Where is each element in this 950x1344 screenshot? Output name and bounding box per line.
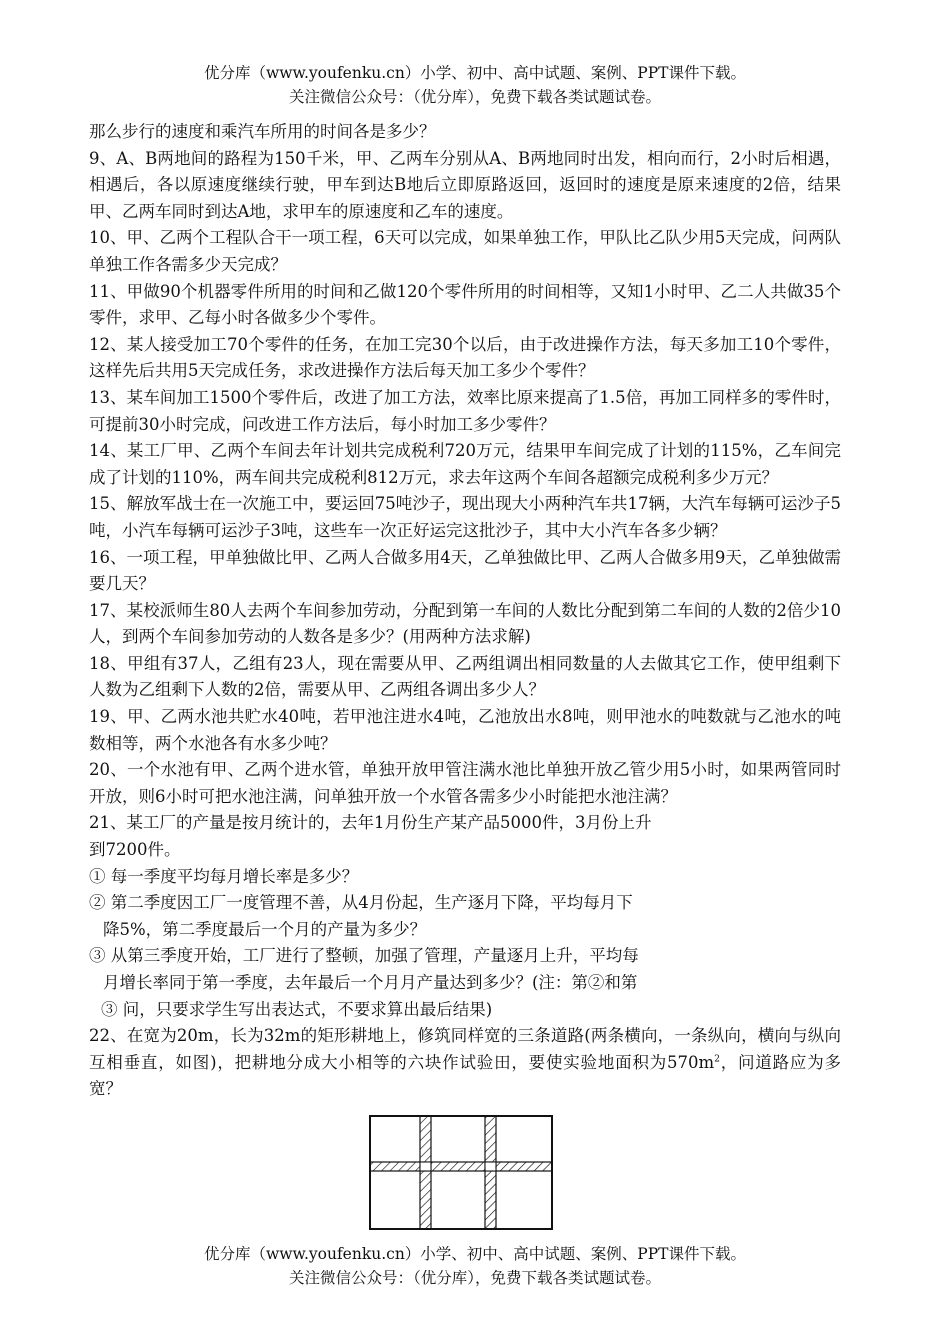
problem-22: [89, 1023, 841, 1103]
problem-21-question-3c: ③ 问，只要求学生写出表达式，不要求算出最后结果): [101, 999, 493, 1019]
footer-line-2: 关注微信公众号：（优分库），免费下载各类试题试卷。: [288, 1269, 661, 1287]
vertical-road-right: [485, 1116, 496, 1229]
footer-line-1: 优分库（www.youfenku.cn）小学、初中、高中试题、案例、PPT课件下载。: [203, 1245, 747, 1263]
problem-15: 15、解放军战士在一次施工中，要运回75吨沙子，现出现大小两种汽车共17辆，大汽车每辆可运沙子5吨，小汽车每辆可运沙子3吨，这些车一次正好运完这批沙子，其中大小汽车各多少辆？: [89, 494, 841, 540]
problem-list: [89, 119, 841, 1103]
intro-line: 那么步行的速度和乘汽车所用的时间各是多少？: [89, 122, 436, 141]
problem-18: 18、甲组有37人，乙组有23人，现在需要从甲、乙两组调出相同数量的人去做其它工作，使甲组剩下人数为乙组剩下人数的2倍，需要从甲、乙两组各调出多少人？: [89, 653, 841, 700]
problem-20: 20、一个水池有甲、乙两个进水管，单独开放甲管注满水池比单独开放乙管少用5小时，如果两管同时开放，则6小时可把水池注满，问单独开放一个水管各需多少小时能把水池注满？: [89, 760, 841, 806]
problem-22-tail: ，问道路应为多宽？: [89, 1052, 842, 1099]
field-outline: [370, 1116, 552, 1229]
problem-9: 9、A、B两地间的路程为150千米，甲、乙两车分别从A、B两地同时出发，相向而行，2小时后相遇，相遇后，各以原速度继续行驶，甲车到达B地后立即原路返回，返回时的速度是原来速度的2倍，结果甲、乙两车同时到达A地，求甲车的原速度和乙车的速度。: [89, 148, 841, 221]
page-header: [0, 61, 950, 109]
problem-21-question-3b: 月增长率同于第一季度，去年最后一个月月产量达到多少？(注：第②和第: [103, 973, 638, 992]
problem-19: 19、甲、乙两水池共贮水40吨，若甲池注进水4吨，乙池放出水8吨，则甲池水的吨数就与乙池水的吨数相等，两个水池各有水多少吨？: [89, 707, 841, 753]
problem-17: 17、某校派师生80人去两个车间参加劳动，分配到第一车间的人数比分配到第二车间的人数的2倍少10人，到两个车间参加劳动的人数各是多少？(用两种方法求解): [89, 600, 841, 647]
problem-21-question-1: ① 每一季度平均每月增长率是多少？: [89, 866, 359, 886]
header-line-2: 关注微信公众号：（优分库），免费下载各类试题试卷。: [288, 88, 661, 106]
problem-14: 14、某工厂甲、乙两个车间去年计划共完成税利720万元，结果甲车间完成了计划的115%，乙车间完成了计划的110%，两车间共完成税利812万元，求去年这两个车间各超额完成税利多少万元？: [89, 441, 841, 487]
problem-21-line-2: 到7200件。: [89, 840, 181, 860]
problem-12: 12、某人接受加工70个零件的任务，在加工完30个以后，由于改进操作方法，每天多加工10个零件，这样先后共用5天完成任务，求改进操作方法后每天加工多少个零件？: [89, 334, 841, 381]
road-crossing-left: [421, 1163, 431, 1171]
problem-13: 13、某车间加工1500个零件后，改进了加工方法，效率比原来提高了1.5倍，再加工同样多的零件时，可提前30小时完成，问改进工作方法后，每小时加工多少零件？: [89, 387, 841, 434]
problem-16: 16、一项工程，甲单独做比甲、乙两人合做多用4天，乙单独做比甲、乙两人合做多用9天，乙单独做需要几天？: [89, 547, 841, 594]
problem-21-question-2a: ② 第二季度因工厂一度管理不善，从4月份起，生产逐月下降，平均每月下: [89, 893, 633, 913]
problem-21-line-1: 21、某工厂的产量是按月统计的，去年1月份生产某产品5000件，3月份上升: [89, 813, 652, 833]
road-crossing-right: [486, 1163, 496, 1171]
problem-21: [89, 810, 841, 1023]
horizontal-road: [370, 1162, 552, 1171]
header-line-1: 优分库（www.youfenku.cn）小学、初中、高中试题、案例、PPT课件下载。: [203, 64, 747, 82]
problem-11: 11、甲做90个机器零件所用的时间和乙做120个零件所用的时间相等，又知1小时甲、乙二人共做35个零件，求甲、乙每小时各做多少个零件。: [89, 281, 841, 328]
page-footer: [0, 1242, 950, 1290]
problem-21-question-2b: 降5%，第二季度最后一个月的产量为多少？: [103, 919, 427, 939]
problem-21-question-3a: ③ 从第三季度开始，工厂进行了整顿，加强了管理，产量逐月上升，平均每: [89, 946, 639, 966]
problem-22-superscript: 2: [714, 1054, 720, 1065]
problem-22-text: 22、在宽为20m，长为32m的矩形耕地上，修筑同样宽的三条道路(两条横向，一条纵向，横向与纵向互相垂直，如图)，把耕地分成大小相等的六块作试验田，要使实验地面积为570m: [89, 1026, 841, 1072]
vertical-road-left: [420, 1116, 431, 1229]
problem-10: 10、甲、乙两个工程队合干一项工程，6天可以完成，如果单独工作，甲队比乙队少用5天完成，问两队单独工作各需多少天完成？: [89, 228, 841, 274]
field-road-diagram: [369, 1115, 553, 1230]
